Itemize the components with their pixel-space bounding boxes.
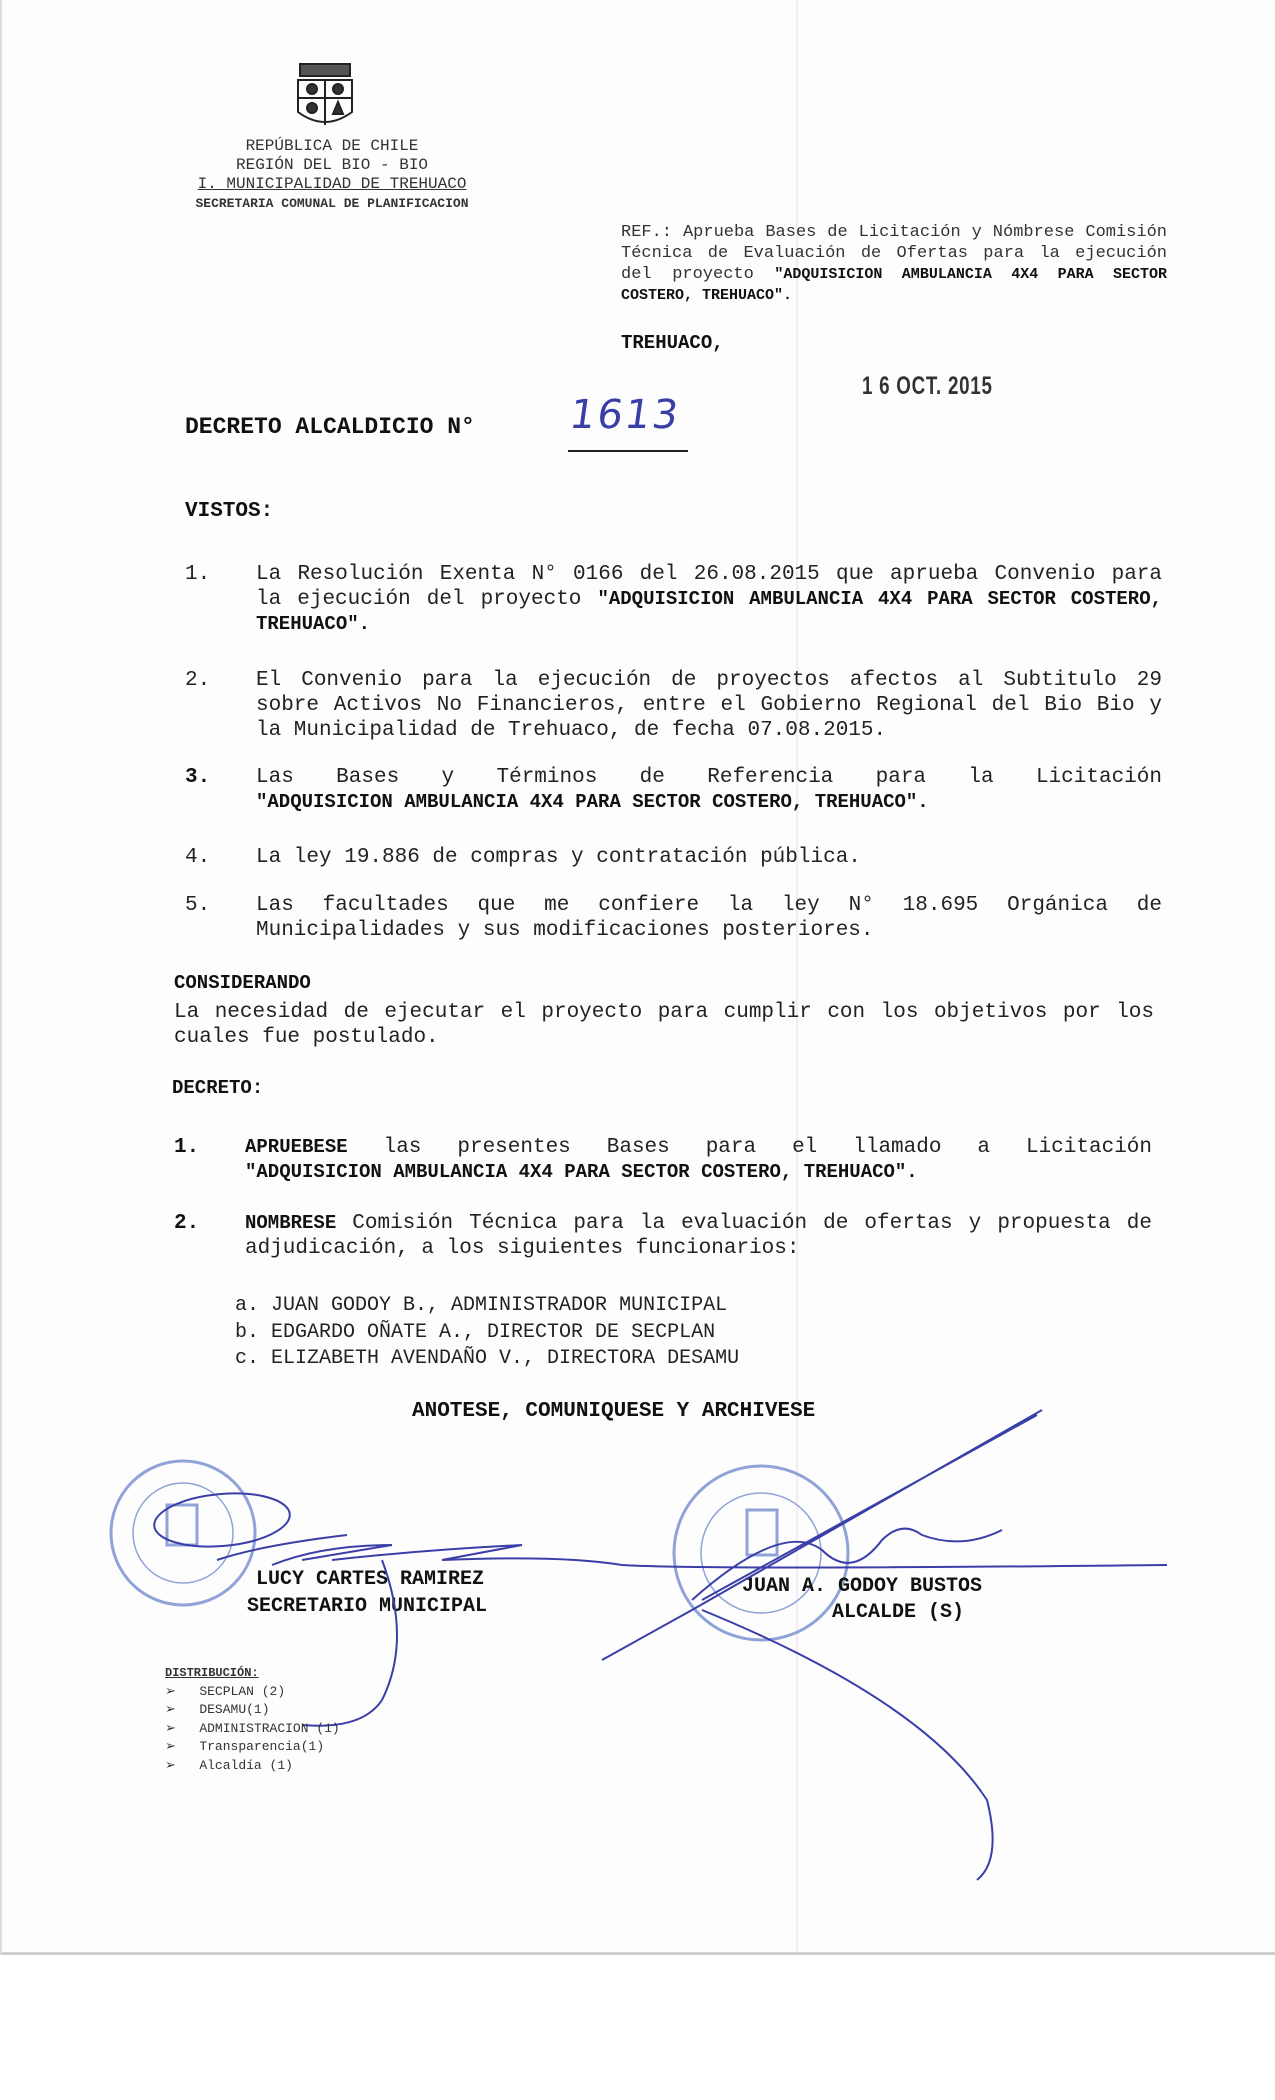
item-label: DESAMU(1) xyxy=(199,1702,270,1717)
decree-number-handwritten: 1613 xyxy=(566,392,684,438)
arrow-icon: ➢ xyxy=(165,1683,176,1699)
commission-members xyxy=(235,1293,739,1373)
arrow-icon: ➢ xyxy=(165,1739,176,1754)
member: c. ELIZABETH AVENDAÑO V., DIRECTORA DESAMU xyxy=(235,1347,740,1370)
vistos-item-4 xyxy=(185,845,1162,870)
vistos-item-5 xyxy=(185,893,1162,943)
considerando-text: La necesidad de ejecutar el proyecto para cumplir con los objetivos por los cuales fue postulado. xyxy=(174,1001,1154,1049)
country: REPÚBLICA DE CHILE xyxy=(245,137,419,155)
item-number: 3. xyxy=(185,766,211,789)
item-bold: APRUEBESE xyxy=(245,1136,348,1158)
item-number: 1. xyxy=(185,563,211,586)
distribution-item xyxy=(165,1738,340,1757)
municipality: I. MUNICIPALIDAD DE TREHUACO xyxy=(197,175,467,193)
item-text: Comisión Técnica para la evaluación de ofertas y propuesta de adjudicación, a los siguientes funcionarios: xyxy=(245,1212,1152,1260)
date-stamp: 1 6 OCT. 2015 xyxy=(862,372,993,400)
distribution-item xyxy=(165,1720,340,1739)
signer-2-role: ALCALDE (S) xyxy=(832,1601,965,1624)
item-label: SECPLAN (2) xyxy=(199,1683,286,1699)
distribution-item xyxy=(165,1701,340,1720)
arrow-icon: ➢ xyxy=(165,1720,176,1736)
item-bold: "ADQUISICION AMBULANCIA 4X4 PARA SECTOR COSTERO, TREHUACO". xyxy=(256,791,929,813)
distribution-heading: DISTRIBUCIÓN: xyxy=(165,1666,259,1680)
arrow-icon: ➢ xyxy=(165,1757,176,1773)
item-text: Las Bases y Términos de Referencia para la Licitación xyxy=(256,766,1162,789)
decree-title: DECRETO ALCALDICIO N° xyxy=(185,414,475,440)
item-text: Las facultades que me confiere la ley N° 18.695 Orgánica de Municipalidades y sus modificaciones posteriores. xyxy=(256,894,1162,942)
member: a. JUAN GODOY B., ADMINISTRADOR MUNICIPAL xyxy=(235,1294,728,1317)
distribution-list xyxy=(165,1664,340,1775)
item-number: 1. xyxy=(174,1136,200,1159)
member: b. EDGARDO OÑATE A., DIRECTOR DE SECPLAN xyxy=(235,1320,716,1344)
item-number: 5. xyxy=(185,894,211,917)
item-bold: "ADQUISICION AMBULANCIA 4X4 PARA SECTOR COSTERO, TREHUACO". xyxy=(256,588,1162,635)
vistos-item-1 xyxy=(185,562,1162,637)
item-text: las presentes Bases para el llamado a Licitación xyxy=(383,1136,1152,1159)
item-number: 2. xyxy=(174,1212,200,1235)
vistos-heading: VISTOS: xyxy=(185,500,274,523)
decree-number-underline xyxy=(568,450,688,452)
item-label: Transparencia(1) xyxy=(199,1739,325,1754)
distribution-item xyxy=(165,1683,340,1702)
ref-text: REF.: Aprueba Bases de Licitación y Nómbrese Comisión Técnica de Evaluación de Ofertas para la ejecución del proyecto xyxy=(621,223,1167,284)
signer-1-role: SECRETARIO MUNICIPAL xyxy=(247,1595,488,1618)
item-number: 2. xyxy=(185,669,211,692)
item-label: ADMINISTRACION (1) xyxy=(199,1720,340,1736)
ref-project: "ADQUISICION AMBULANCIA 4X4 PARA SECTOR COSTERO, TREHUACO". xyxy=(621,266,1168,304)
arrow-icon: ➢ xyxy=(165,1702,176,1717)
considerando-heading: CONSIDERANDO xyxy=(174,972,311,994)
reference-block xyxy=(621,222,1167,306)
signer-1-name: LUCY CARTES RAMIREZ xyxy=(256,1568,485,1591)
item-text: La ley 19.886 de compras y contratación pública. xyxy=(256,846,861,869)
item-bold: "ADQUISICION AMBULANCIA 4X4 PARA SECTOR COSTERO, TREHUACO". xyxy=(245,1161,918,1183)
item-label: Alcaldía (1) xyxy=(199,1757,293,1773)
region: REGIÓN DEL BIO - BIO xyxy=(235,156,429,174)
vistos-item-2 xyxy=(185,668,1162,743)
signer-2-name: JUAN A. GODOY BUSTOS xyxy=(742,1575,983,1598)
decreto-item-1 xyxy=(174,1135,1152,1185)
item-bold: NOMBRESE xyxy=(245,1212,337,1234)
distribution-item xyxy=(165,1757,340,1776)
item-text: La Resolución Exenta N° 0166 del 26.08.2015 que aprueba Convenio para la ejecución del proyecto xyxy=(256,563,1162,611)
vistos-item-3 xyxy=(185,765,1162,815)
letterhead xyxy=(172,137,492,213)
place: TREHUACO, xyxy=(621,332,724,354)
item-text: El Convenio para la ejecución de proyectos afectos al Subtitulo 29 sobre Activos No Financieros, entre el Gobierno Regional del Bio Bio y la Municipalidad de Trehuaco, de fecha 07.08.2015. xyxy=(256,669,1162,742)
decreto-heading: DECRETO: xyxy=(172,1077,264,1099)
department: SECRETARIA COMUNAL DE PLANIFICACION xyxy=(195,196,469,211)
closing-formula: ANOTESE, COMUNIQUESE Y ARCHIVESE xyxy=(412,1400,816,1423)
item-number: 4. xyxy=(185,846,211,869)
decreto-item-2 xyxy=(174,1211,1152,1261)
